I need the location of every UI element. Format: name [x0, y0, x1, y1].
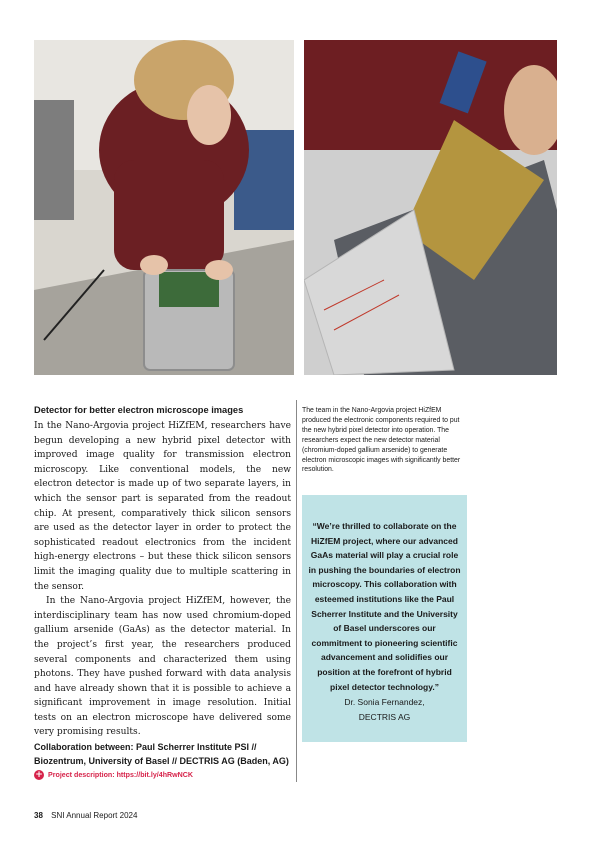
publication-title: SNI Annual Report 2024: [51, 811, 138, 820]
collaboration-line: Collaboration between: Paul Scherrer Institute PSI // Biozentrum, University of Basel // DECTRIS AG (Baden, AG): [34, 742, 289, 766]
article-paragraph-1: In the Nano-Argovia project HiZfEM, researchers have begun developing a new hybrid pixel detector with improved image quality for transmission electron microscopy. Like conventional models, the new electron detector is made up of two separate layers, in which the sensor part is separated from the readout chip. At present, comparatively thick silicon sensors are used as the detector layer in order to protect the sophisticated readout electronics from the incident high-energy electrons – but these thick silicon sensors limit the imaging quality due to multiple scattering in the sensor.: [34, 421, 291, 592]
photo-illustration: [34, 40, 294, 375]
article-heading: Detector for better electron microscope images: [34, 405, 244, 415]
plus-circle-icon: +: [35, 770, 43, 781]
quote-text: “We’re thrilled to collaborate on the HiZfEM project, where our advanced GaAs material will play a crucial role in pushing the boundaries of electron microscopy. This collaboration with esteemed institutions like the Paul Scherrer Institute and the University of Basel underscores our commitment to pioneering scientific advancement and solidifies our position at the forefront of hybrid pixel detector technology.”: [308, 521, 461, 692]
photo-illustration: [304, 40, 557, 375]
article-column: [34, 404, 291, 780]
quote-organization: DECTRIS AG: [358, 711, 411, 722]
project-link-text[interactable]: Project description: https://bit.ly/4hRwNCK: [48, 771, 194, 780]
quote-author: Dr. Sonia Fernandez,: [344, 697, 425, 708]
page-number: 38: [34, 811, 43, 820]
article-paragraph-2: In the Nano-Argovia project HiZfEM, however, the interdisciplinary team has now used chromium-doped gallium arsenide (GaAs) as the detector material. In the project’s first year, the researchers produced several components and characterized them using photons. They have pushed forward with data analysis and have already shown that it is possible to achieve a significant improvement in image resolution. Initial tests on an electron microscope have delivered some very promising results.: [34, 596, 291, 738]
photo-researcher-assembling-detector: [34, 40, 294, 375]
page-footer: [34, 811, 137, 820]
project-description-link[interactable]: [34, 770, 291, 780]
column-divider: [296, 400, 297, 782]
photo-detector-closeup: [304, 40, 557, 375]
photo-caption: The team in the Nano-Argovia project HiZfEM produced the electronic components required to put the new hybrid pixel detector into operation. The researchers expect the new detector material (chromium-doped gallium arsenide) to generate electron microscopic images with significantly better resolution.: [302, 407, 461, 474]
quote-box: [302, 495, 467, 742]
